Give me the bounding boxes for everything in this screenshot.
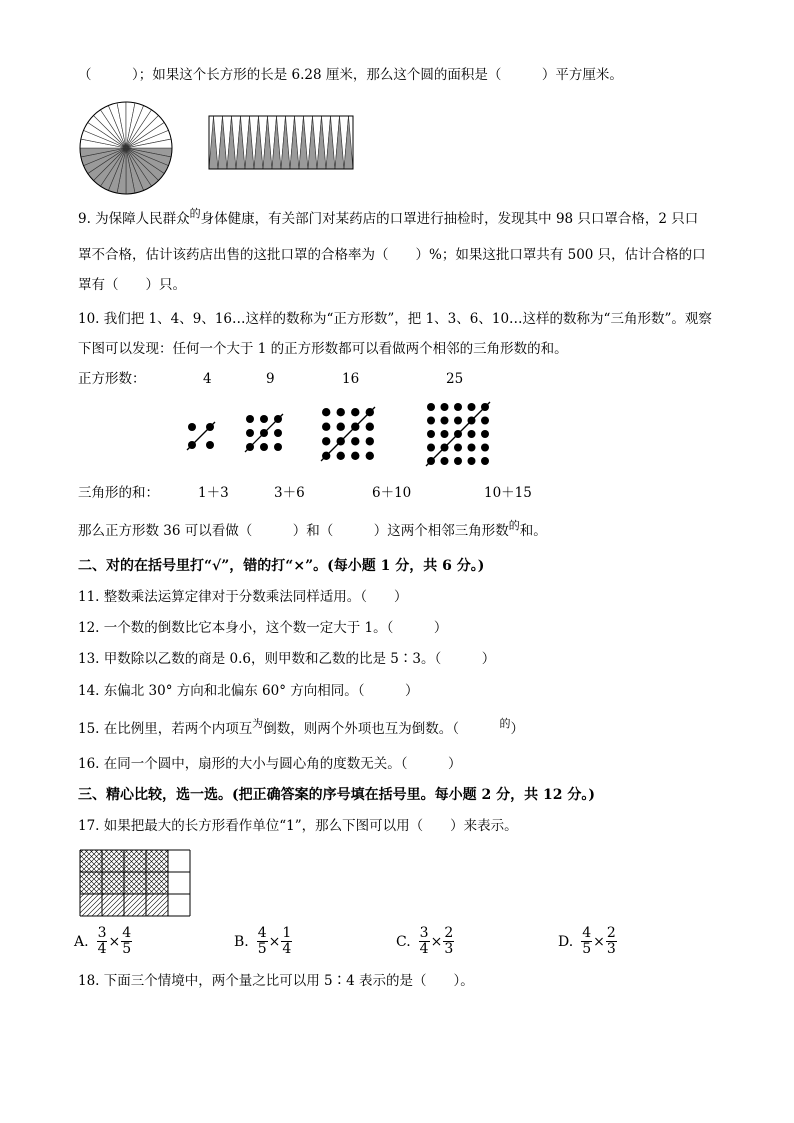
q15-b: 倒数，则两个外项也互为倒数。（: [263, 721, 500, 737]
option-d[interactable]: [558, 926, 617, 957]
q10-final-line: [78, 519, 547, 541]
dot-square-2x2: [186, 421, 216, 451]
q10-final-b: 和。: [519, 523, 547, 539]
dot: [481, 444, 489, 452]
option-d-label: D.: [558, 933, 574, 950]
option-b[interactable]: [234, 926, 292, 957]
dot: [468, 430, 476, 438]
option-a-times: ×: [108, 933, 121, 950]
option-c[interactable]: [396, 926, 454, 957]
option-d-fraction-1: $\frac{4}{5}$: [582, 925, 592, 957]
square-number-9: 9: [266, 371, 275, 387]
option-c-label: C.: [396, 933, 411, 950]
dot: [427, 403, 435, 411]
q14-text: 14. 东偏北 30° 方向和北偏东 60° 方向相同。（ ）: [78, 683, 419, 699]
dot: [337, 423, 345, 431]
dot-square-4x4: [320, 406, 376, 462]
option-c-fraction-2: $\frac{2}{3}$: [444, 925, 454, 957]
option-c-times: ×: [430, 933, 443, 950]
section2-heading: 二、对的在括号里打“√”，错的打“×”。(每小题 1 分，共 6 分。): [78, 558, 485, 574]
dot: [246, 415, 254, 423]
dot: [351, 452, 359, 460]
dot: [366, 437, 374, 445]
option-d-fraction-2: $\frac{2}{3}$: [606, 925, 616, 957]
option-b-fraction-2: $\frac{1}{4}$: [282, 925, 292, 957]
dot: [441, 417, 449, 425]
q15-c: ）: [510, 721, 525, 737]
option-d-times: ×: [593, 933, 605, 950]
triangle-sum-label: 三角形的和：: [78, 485, 159, 501]
dot: [246, 429, 254, 437]
dot: [351, 408, 359, 416]
q10-line1: 10. 我们把 1、4、9、16…这样的数称为“正方形数”，把 1、3、6、10…这样的数称为“三角形数”。观察: [78, 311, 712, 327]
triangle-sum-1: 1＋3: [198, 485, 229, 501]
option-b-label: B.: [234, 933, 249, 950]
dot: [322, 423, 330, 431]
dot: [427, 430, 435, 438]
sector-circle-figure: [76, 98, 176, 198]
option-b-times: ×: [268, 933, 281, 950]
dot: [427, 417, 435, 425]
dot: [481, 417, 489, 425]
q18-text: 18. 下面三个情境中，两个量之比可以用 5∶4 表示的是（ ）。: [78, 973, 474, 989]
dot: [337, 408, 345, 416]
dot: [274, 429, 282, 437]
dot: [188, 423, 196, 431]
dot: [468, 457, 476, 465]
square-number-4: 4: [203, 371, 212, 387]
dot: [454, 444, 462, 452]
triangle-sum-3: 6＋10: [372, 485, 412, 501]
q10-line2: 下图可以发现：任何一个大于 1 的正方形数都可以看做两个相邻的三角形数的和。: [78, 341, 568, 357]
dot: [454, 457, 462, 465]
q12-text: 12. 一个数的倒数比它本身小，这个数一定大于 1。（ ）: [78, 620, 448, 636]
q9-line1-b: 身体健康，有关部门对某药店的口罩进行抽检时，发现其中 98 只口罩合格，2 只口: [200, 211, 699, 227]
dot: [427, 444, 435, 452]
dot: [468, 403, 476, 411]
dot: [468, 444, 476, 452]
q17-text: 17. 如果把最大的长方形看作单位“1”，那么下图可以用（ ）来表示。: [78, 818, 518, 834]
q8-tail-text: （ ）；如果这个长方形的长是 6.28 厘米，那么这个圆的面积是（ ）平方厘米。: [78, 67, 623, 83]
q15-text: [78, 717, 525, 739]
q9-line3: 罩有（ ）只。: [78, 277, 186, 293]
dot: [206, 441, 214, 449]
dot: [481, 457, 489, 465]
option-a[interactable]: [74, 926, 132, 957]
triangle-sum-2: 3＋6: [274, 485, 305, 501]
dot-square-5x5: [425, 401, 491, 467]
dot: [441, 430, 449, 438]
option-a-label: A.: [74, 933, 89, 950]
diagonal-line: [426, 402, 490, 466]
dot: [454, 417, 462, 425]
dot: [366, 452, 374, 460]
option-c-fraction-1: $\frac{3}{4}$: [419, 925, 429, 957]
dot-square-3x3: [244, 413, 284, 453]
dot: [322, 437, 330, 445]
dot: [274, 443, 282, 451]
square-numbers-label: 正方形数：: [78, 371, 146, 387]
option-a-fraction-1: $\frac{3}{4}$: [97, 925, 107, 957]
q11-text: 11. 整数乘法运算定律对于分数乘法同样适用。（ ）: [78, 589, 408, 605]
dot: [322, 408, 330, 416]
dot: [441, 457, 449, 465]
dot: [366, 423, 374, 431]
triangle-sum-4: 10＋15: [484, 485, 532, 501]
q9-line2: 罩不合格，估计该药店出售的这批口罩的合格率为（ ）%；如果这批口罩共有 500 只，估计合格的口: [78, 247, 706, 263]
q15-a: 15. 在比例里，若两个内项互: [78, 721, 253, 737]
dot: [351, 437, 359, 445]
dot: [481, 430, 489, 438]
dot: [337, 452, 345, 460]
square-number-16: 16: [342, 371, 360, 387]
option-b-fraction-1: $\frac{4}{5}$: [257, 925, 267, 957]
section3-heading: 三、精心比较，选一选。(把正确答案的序号填在括号里。每小题 2 分，共 12 分。): [78, 787, 595, 803]
q16-text: 16. 在同一个圆中，扇形的大小与圆心角的度数无关。（ ）: [78, 756, 462, 772]
rearranged-rectangle-figure: [206, 113, 356, 173]
q9-line1-a: 9. 为保障人民群众: [78, 211, 190, 227]
q15-sup: 为: [252, 717, 264, 730]
q17-grid-figure: [79, 849, 191, 917]
square-number-25: 25: [446, 371, 464, 387]
dot: [454, 403, 462, 411]
q10-final-a: 那么正方形数 36 可以看做（ ）和（ ）这两个相邻三角形数: [78, 523, 509, 539]
q9-line1-sup: 的: [189, 207, 201, 220]
option-a-fraction-2: $\frac{4}{5}$: [122, 925, 132, 957]
q10-final-sup: 的: [508, 519, 520, 532]
q9-line1: [78, 207, 699, 229]
q15-sup2: 的: [499, 717, 511, 730]
q13-text: 13. 甲数除以乙数的商是 0.6，则甲数和乙数的比是 5∶3。（ ）: [78, 651, 496, 667]
dot: [260, 443, 268, 451]
dot: [260, 415, 268, 423]
dot: [441, 403, 449, 411]
